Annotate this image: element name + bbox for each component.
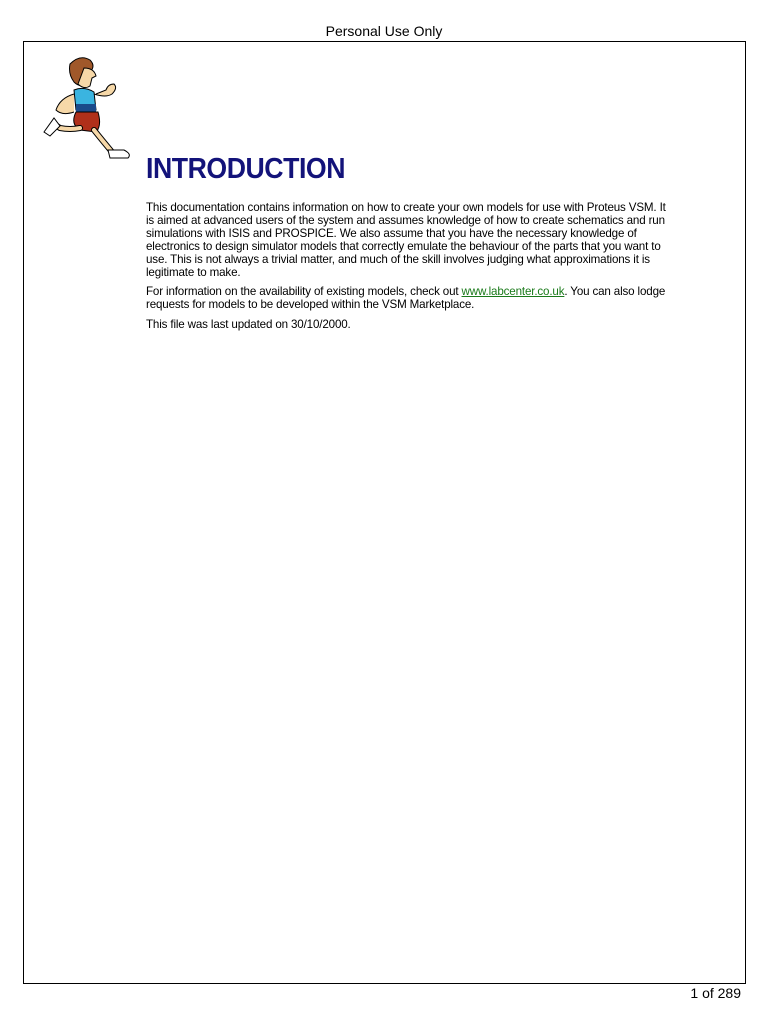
last-updated-paragraph: This file was last updated on 30/10/2000.	[146, 318, 351, 332]
intro-paragraph: This documentation contains information on how to create your own models for use with Proteus VSM. It is aimed at advanced users of the system and assumes knowledge of how to create schematics and run simulations with ISIS and PROSPICE. We also assume that you have the necessary knowledge of electronics to design simulator models that correctly emulate the behaviour of the parts that you want to use. This is not always a trivial matter, and much of the skill involves judging what approximations it is legitimate to make.	[146, 201, 666, 279]
page-frame	[23, 41, 746, 984]
running-man-icon	[40, 54, 140, 166]
page-number: 1 of 289	[690, 985, 741, 1001]
page-header: Personal Use Only	[325, 23, 443, 39]
document-body	[146, 202, 666, 339]
availability-paragraph	[146, 286, 666, 312]
page-title: INTRODUCTION	[146, 153, 346, 185]
labcenter-link[interactable]: www.labcenter.co.uk	[461, 285, 565, 299]
availability-text-before: For information on the availability of existing models, check out	[146, 285, 462, 299]
availability-text-after: . You can also lodge requests for models to be developed within the VSM Marketplace.	[146, 285, 666, 312]
